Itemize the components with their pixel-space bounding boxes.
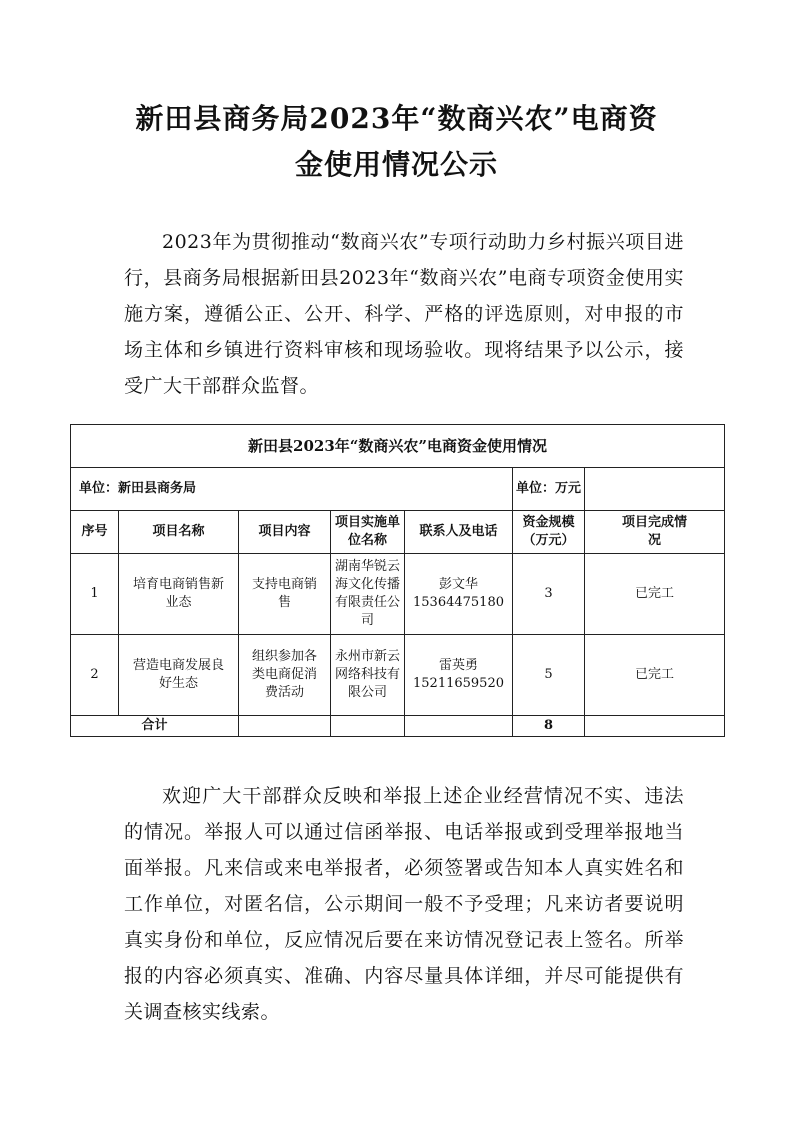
header-cell: 序号	[71, 511, 119, 554]
total-label: 合计	[71, 716, 239, 737]
total-amount: 8	[513, 716, 585, 737]
funds-table	[70, 424, 725, 737]
total-empty-cell	[405, 716, 513, 737]
document-title	[0, 96, 793, 188]
cell-no: 2	[71, 635, 119, 716]
unit-right: 单位：万元	[513, 468, 585, 511]
cell-status: 已完工	[585, 635, 725, 716]
table-unit-row	[71, 468, 725, 511]
header-cell: 项目实施单位名称	[331, 511, 405, 554]
intro-paragraph: 2023年为贯彻推动“数商兴农”专项行动助力乡村振兴项目进行，县商务局根据新田县2023年“数商兴农”电商专项资金使用实施方案，遵循公正、公开、科学、严格的评选原则，对申报的市场主体和乡镇进行资料审核和现场验收。现将结果予以公示，接受广大干部群众监督。	[124, 231, 684, 397]
total-empty-cell	[585, 716, 725, 737]
total-empty-cell	[331, 716, 405, 737]
contact-phone: 15211659520	[413, 676, 504, 691]
cell-status: 已完工	[585, 554, 725, 635]
table-header-row	[71, 511, 725, 554]
table-title: 新田县2023年“数商兴农”电商资金使用情况	[71, 425, 725, 468]
cell-content: 支持电商销售	[239, 554, 331, 635]
contact-name: 雷英勇	[438, 658, 478, 673]
header-cell: 项目名称	[119, 511, 239, 554]
header-cell: 资金规模（万元）	[513, 511, 585, 554]
cell-unit: 永州市新云网络科技有限公司	[331, 635, 405, 716]
cell-contact	[405, 554, 513, 635]
table-row	[71, 635, 725, 716]
header-cell: 项目完成情况	[585, 511, 725, 554]
header-cell: 联系人及电话	[405, 511, 513, 554]
cell-no: 1	[71, 554, 119, 635]
cell-amount: 5	[513, 635, 585, 716]
contact-phone: 15364475180	[413, 595, 504, 610]
title-line-1: 新田县商务局2023年“数商兴农”电商资	[135, 102, 658, 135]
cell-amount: 3	[513, 554, 585, 635]
contact-name: 彭文华	[438, 577, 478, 592]
header-cell: 项目内容	[239, 511, 331, 554]
table-title-row	[71, 425, 725, 468]
closing-paragraph: 欢迎广大干部群众反映和举报上述企业经营情况不实、违法的情况。举报人可以通过信函举报、电话举报或到受理举报地当面举报。凡来信或来电举报者，必须签署或告知本人真实姓名和工作单位，对匿名信，公示期间一般不予受理；凡来访者要说明真实身份和单位，反应情况后要在来访情况登记表上签名。所举报的内容必须真实、准确、内容尽量具体详细，并尽可能提供有关调查核实线索。	[124, 785, 684, 1023]
table-row	[71, 554, 725, 635]
cell-unit: 湖南华锐云海文化传播有限责任公司	[331, 554, 405, 635]
table-total-row	[71, 716, 725, 737]
title-line-2: 金使用情况公示	[294, 148, 498, 181]
unit-empty-cell	[585, 468, 725, 511]
total-empty-cell	[239, 716, 331, 737]
cell-content: 组织参加各类电商促消费活动	[239, 635, 331, 716]
unit-left: 单位：新田县商务局	[71, 468, 513, 511]
cell-name: 培育电商销售新业态	[119, 554, 239, 635]
cell-name: 营造电商发展良好生态	[119, 635, 239, 716]
cell-contact	[405, 635, 513, 716]
